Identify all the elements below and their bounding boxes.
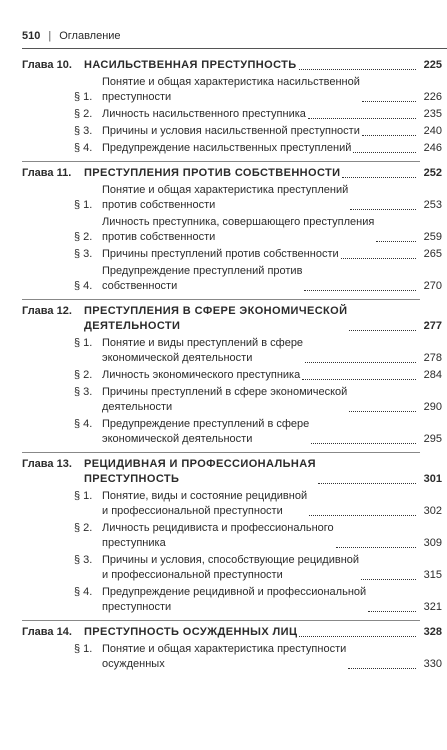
section-page: 240 [423, 125, 442, 137]
running-header [22, 30, 121, 42]
chapter-entry[interactable] [22, 457, 442, 487]
section-entry[interactable] [22, 385, 442, 415]
section-label: § 3. [74, 554, 93, 566]
section-title: Понятие и общая характеристика насильственной преступности [102, 76, 360, 103]
leader-dots [299, 69, 416, 70]
section-label: § 3. [74, 386, 93, 398]
chapter-entry[interactable] [22, 304, 442, 334]
section-label: § 3. [74, 125, 93, 137]
section-entry[interactable] [22, 553, 442, 583]
leader-dots [299, 636, 416, 637]
section-label: § 2. [74, 108, 93, 120]
section-title: Предупреждение преступлений в сфере экономической деятельности [102, 418, 310, 445]
chapter-entry[interactable] [22, 58, 442, 73]
section-page: 265 [423, 248, 442, 260]
leader-dots [302, 379, 416, 380]
section-label: § 2. [74, 522, 93, 534]
chapter-divider [22, 161, 420, 162]
section-label: § 4. [74, 280, 93, 292]
page-number: 510 [22, 30, 41, 42]
section-label: § 3. [74, 248, 93, 260]
leader-dots [362, 135, 416, 136]
section-label: § 4. [74, 418, 93, 430]
section-label: § 1. [74, 337, 93, 349]
section-label: § 1. [74, 643, 93, 655]
leader-dots [336, 547, 416, 548]
section-entry[interactable] [22, 107, 442, 122]
section-title: Причины и условия насильственной преступности [102, 125, 360, 137]
chapter-entry[interactable] [22, 625, 442, 640]
leader-dots [362, 101, 416, 102]
leader-dots [361, 579, 416, 580]
leader-dots [368, 611, 416, 612]
section-page: 259 [423, 231, 442, 243]
chapter-label: Глава 11. [22, 167, 72, 179]
chapter-page: 225 [423, 59, 442, 71]
leader-dots [349, 330, 416, 331]
section-page: 278 [423, 352, 442, 364]
section-label: § 4. [74, 586, 93, 598]
chapter-page: 277 [423, 320, 442, 332]
leader-dots [348, 668, 416, 669]
section-entry[interactable] [22, 336, 442, 366]
section-page: 330 [423, 658, 442, 670]
chapter-page: 328 [423, 626, 442, 638]
section-entry[interactable] [22, 183, 442, 213]
section-label: § 2. [74, 231, 93, 243]
section-title: Личность экономического преступника [102, 369, 301, 381]
section-label: § 2. [74, 369, 93, 381]
section-entry[interactable] [22, 264, 442, 294]
leader-dots [311, 443, 416, 444]
section-label: § 1. [74, 91, 93, 103]
section-title: Личность насильственного преступника [102, 108, 306, 120]
chapter-page: 301 [423, 473, 442, 485]
chapter-divider [22, 452, 420, 453]
section-page: 246 [423, 142, 442, 154]
leader-dots [304, 290, 416, 291]
section-title: Личность рецидивиста и профессионального преступника [102, 522, 334, 549]
header-rule [22, 48, 447, 49]
section-page: 226 [423, 91, 442, 103]
section-page: 253 [423, 199, 442, 211]
section-label: § 4. [74, 142, 93, 154]
leader-dots [309, 515, 416, 516]
chapter-page: 252 [423, 167, 442, 179]
section-title: Предупреждение рецидивной и профессиональной преступности [102, 586, 367, 613]
section-title: Оглавление [59, 30, 121, 42]
chapter-title: РЕЦИДИВНАЯ И ПРОФЕССИОНАЛЬНАЯ ПРЕСТУПНОСТЬ [84, 458, 316, 485]
leader-dots [350, 209, 416, 210]
chapter-entry[interactable] [22, 166, 442, 181]
section-entry[interactable] [22, 585, 442, 615]
leader-dots [353, 152, 416, 153]
header-separator: | [48, 30, 52, 42]
section-title: Предупреждение насильственных преступлений [102, 142, 352, 154]
section-page: 302 [423, 505, 442, 517]
section-page: 270 [423, 280, 442, 292]
section-page: 315 [423, 569, 442, 581]
section-entry[interactable] [22, 75, 442, 105]
chapter-title: ПРЕСТУПЛЕНИЯ В СФЕРЕ ЭКОНОМИЧЕСКОЙ ДЕЯТЕЛЬНОСТИ [84, 305, 348, 332]
chapter-divider [22, 620, 420, 621]
section-title: Предупреждение преступлений против собственности [102, 265, 303, 292]
chapter-label: Глава 10. [22, 59, 72, 71]
section-title: Понятие и общая характеристика преступности осужденных [102, 643, 347, 670]
section-entry[interactable] [22, 215, 442, 245]
section-page: 235 [423, 108, 442, 120]
section-entry[interactable] [22, 247, 442, 262]
section-entry[interactable] [22, 124, 442, 139]
section-entry[interactable] [22, 368, 442, 383]
chapter-title: НАСИЛЬСТВЕННАЯ ПРЕСТУПНОСТЬ [84, 59, 297, 71]
section-title: Понятие и общая характеристика преступлений против собственности [102, 184, 349, 211]
section-title: Причины преступлений в сфере экономической деятельности [102, 386, 348, 413]
section-entry[interactable] [22, 521, 442, 551]
chapter-divider [22, 299, 420, 300]
section-entry[interactable] [22, 141, 442, 156]
section-page: 321 [423, 601, 442, 613]
leader-dots [305, 362, 416, 363]
section-title: Личность преступника, совершающего преступления против собственности [102, 216, 375, 243]
leader-dots [376, 241, 416, 242]
section-page: 290 [423, 401, 442, 413]
section-entry[interactable] [22, 642, 442, 672]
section-title: Причины и условия, способствующие рецидивной и профессиональной преступности [102, 554, 360, 581]
chapter-title: ПРЕСТУПНОСТЬ ОСУЖДЕННЫХ ЛИЦ [84, 626, 298, 638]
leader-dots [318, 483, 416, 484]
table-of-contents [22, 54, 442, 672]
section-title: Причины преступлений против собственности [102, 248, 339, 260]
leader-dots [342, 177, 416, 178]
section-page: 284 [423, 369, 442, 381]
section-page: 295 [423, 433, 442, 445]
leader-dots [349, 411, 416, 412]
leader-dots [308, 118, 416, 119]
chapter-label: Глава 14. [22, 626, 72, 638]
section-title: Понятие и виды преступлений в сфере экономической деятельности [102, 337, 304, 364]
chapter-label: Глава 13. [22, 458, 72, 470]
chapter-label: Глава 12. [22, 305, 72, 317]
section-entry[interactable] [22, 417, 442, 447]
chapter-title: ПРЕСТУПЛЕНИЯ ПРОТИВ СОБСТВЕННОСТИ [84, 167, 341, 179]
section-page: 309 [423, 537, 442, 549]
leader-dots [341, 258, 416, 259]
section-label: § 1. [74, 490, 93, 502]
section-entry[interactable] [22, 489, 442, 519]
section-label: § 1. [74, 199, 93, 211]
section-title: Понятие, виды и состояние рецидивной и профессиональной преступности [102, 490, 308, 517]
